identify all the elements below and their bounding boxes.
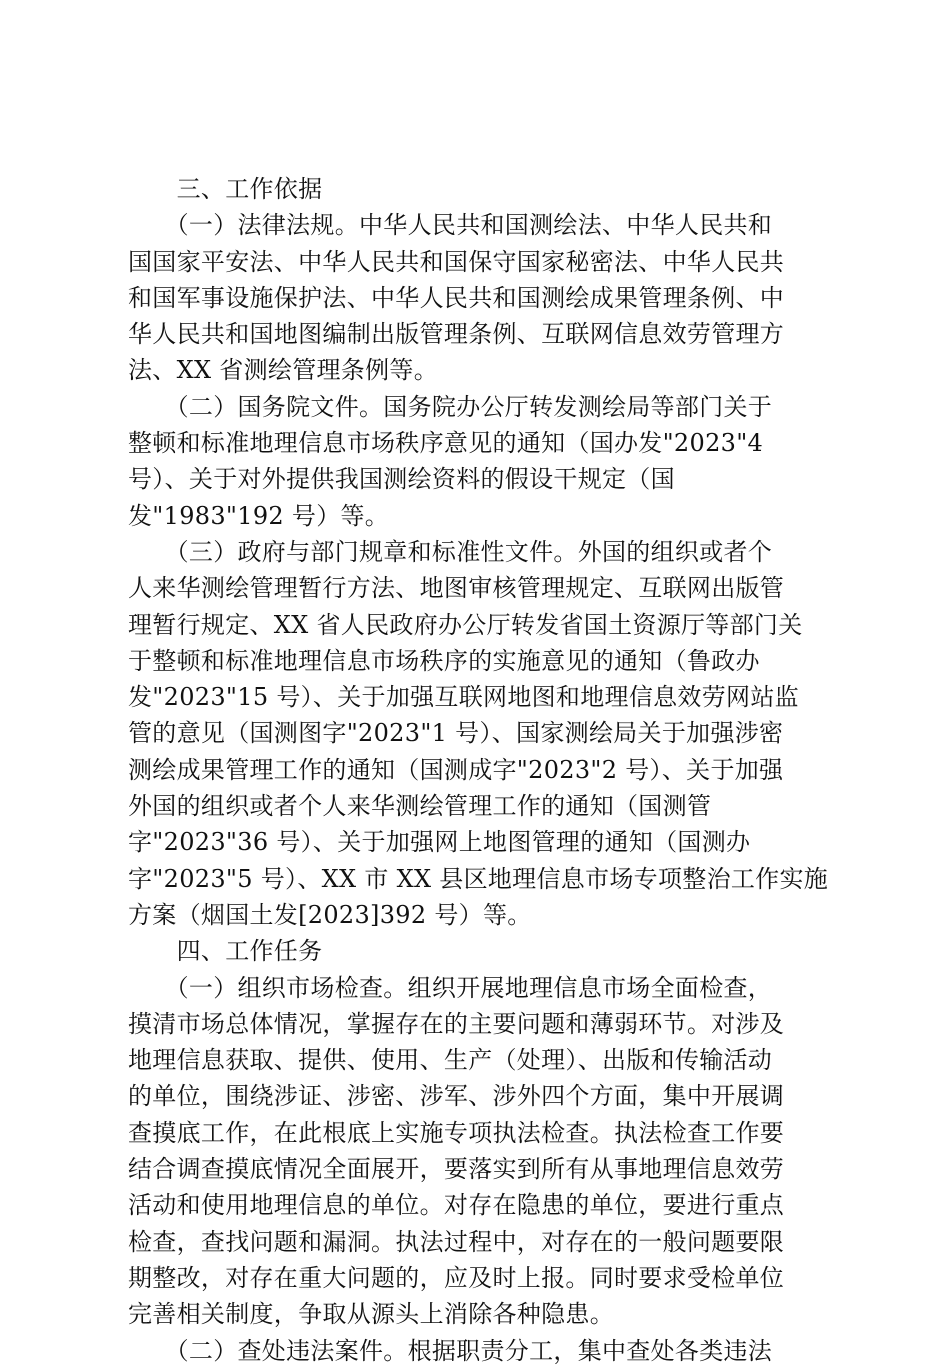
paragraph-line: 法、XX 省测绘管理条例等。 (128, 356, 438, 385)
paragraph-line: 华人民共和国地图编制出版管理条例、互联网信息效劳管理方 (128, 320, 785, 349)
paragraph-line: 整顿和标准地理信息市场秩序意见的通知（国办发"2023"4 (128, 429, 764, 458)
section-heading: 三、工作依据 (128, 175, 323, 203)
paragraph-line: 方案（烟国土发[2023]392 号）等。 (128, 900, 532, 929)
paragraph-line: （二）国务院文件。国务院办公厅转发测绘局等部门关于 (128, 392, 773, 421)
paragraph-line: 于整顿和标准地理信息市场秩序的实施意见的通知（鲁政办 (128, 646, 760, 675)
paragraph-line: （二）查处违法案件。根据职责分工，集中查处各类违法 (128, 1336, 773, 1365)
paragraph-line: 结合调查摸底情况全面展开，要落实到所有从事地理信息效劳 (128, 1155, 785, 1184)
paragraph-line: 地理信息获取、提供、使用、生产（处理）、出版和传输活动 (128, 1046, 773, 1075)
paragraph-line: 检查，查找问题和漏洞。执法过程中，对存在的一般问题要限 (128, 1227, 785, 1256)
paragraph-line: （一）组织市场检查。组织开展地理信息市场全面检查， (128, 973, 773, 1002)
paragraph-line: 测绘成果管理工作的通知（国测成字"2023"2 号）、关于加强 (128, 755, 784, 784)
paragraph-line: 字"2023"36 号）、关于加强网上地图管理的通知（国测办 (128, 828, 751, 857)
paragraph-line: 发"2023"15 号）、关于加强互联网地图和地理信息效劳网站监 (128, 683, 799, 712)
paragraph-line: 国国家平安法、中华人民共和国保守国家秘密法、中华人民共 (128, 247, 785, 276)
paragraph-line: 理暂行规定、XX 省人民政府办公厅转发省国土资源厅等部门关 (128, 610, 803, 639)
paragraph-line: （三）政府与部门规章和标准性文件。外国的组织或者个 (128, 537, 773, 566)
paragraph-line: 完善相关制度，争取从源头上消除各种隐患。 (128, 1300, 614, 1329)
paragraph-line: 活动和使用地理信息的单位。对存在隐患的单位，要进行重点 (128, 1191, 785, 1220)
section-heading: 四、工作任务 (128, 937, 323, 966)
paragraph-line: 人来华测绘管理暂行方法、地图审核管理规定、互联网出版管 (128, 574, 785, 603)
paragraph-line: 字"2023"5 号）、XX 市 XX 县区地理信息市场专项整治工作实施 (128, 864, 829, 893)
paragraph-line: 的单位，围绕涉证、涉密、涉军、涉外四个方面，集中开展调 (128, 1082, 785, 1111)
paragraph-line: （一）法律法规。中华人民共和国测绘法、中华人民共和 (128, 211, 773, 240)
paragraph-line: 摸清市场总体情况，掌握存在的主要问题和薄弱环节。对涉及 (128, 1009, 785, 1038)
paragraph-line: 外国的组织或者个人来华测绘管理工作的通知（国测管 (128, 792, 712, 821)
paragraph-line: 管的意见（国测图字"2023"1 号）、国家测绘局关于加强涉密 (128, 719, 784, 748)
paragraph-line: 发"1983"192 号）等。 (128, 501, 390, 530)
paragraph-line: 期整改，对存在重大问题的，应及时上报。同时要求受检单位 (128, 1263, 785, 1292)
paragraph-line: 和国军事设施保护法、中华人民共和国测绘成果管理条例、中 (128, 283, 785, 312)
document-body (128, 171, 828, 1369)
paragraph-line: 号）、关于对外提供我国测绘资料的假设干规定（国 (128, 465, 675, 494)
paragraph-line: 查摸底工作，在此根底上实施专项执法检查。执法检查工作要 (128, 1118, 785, 1147)
